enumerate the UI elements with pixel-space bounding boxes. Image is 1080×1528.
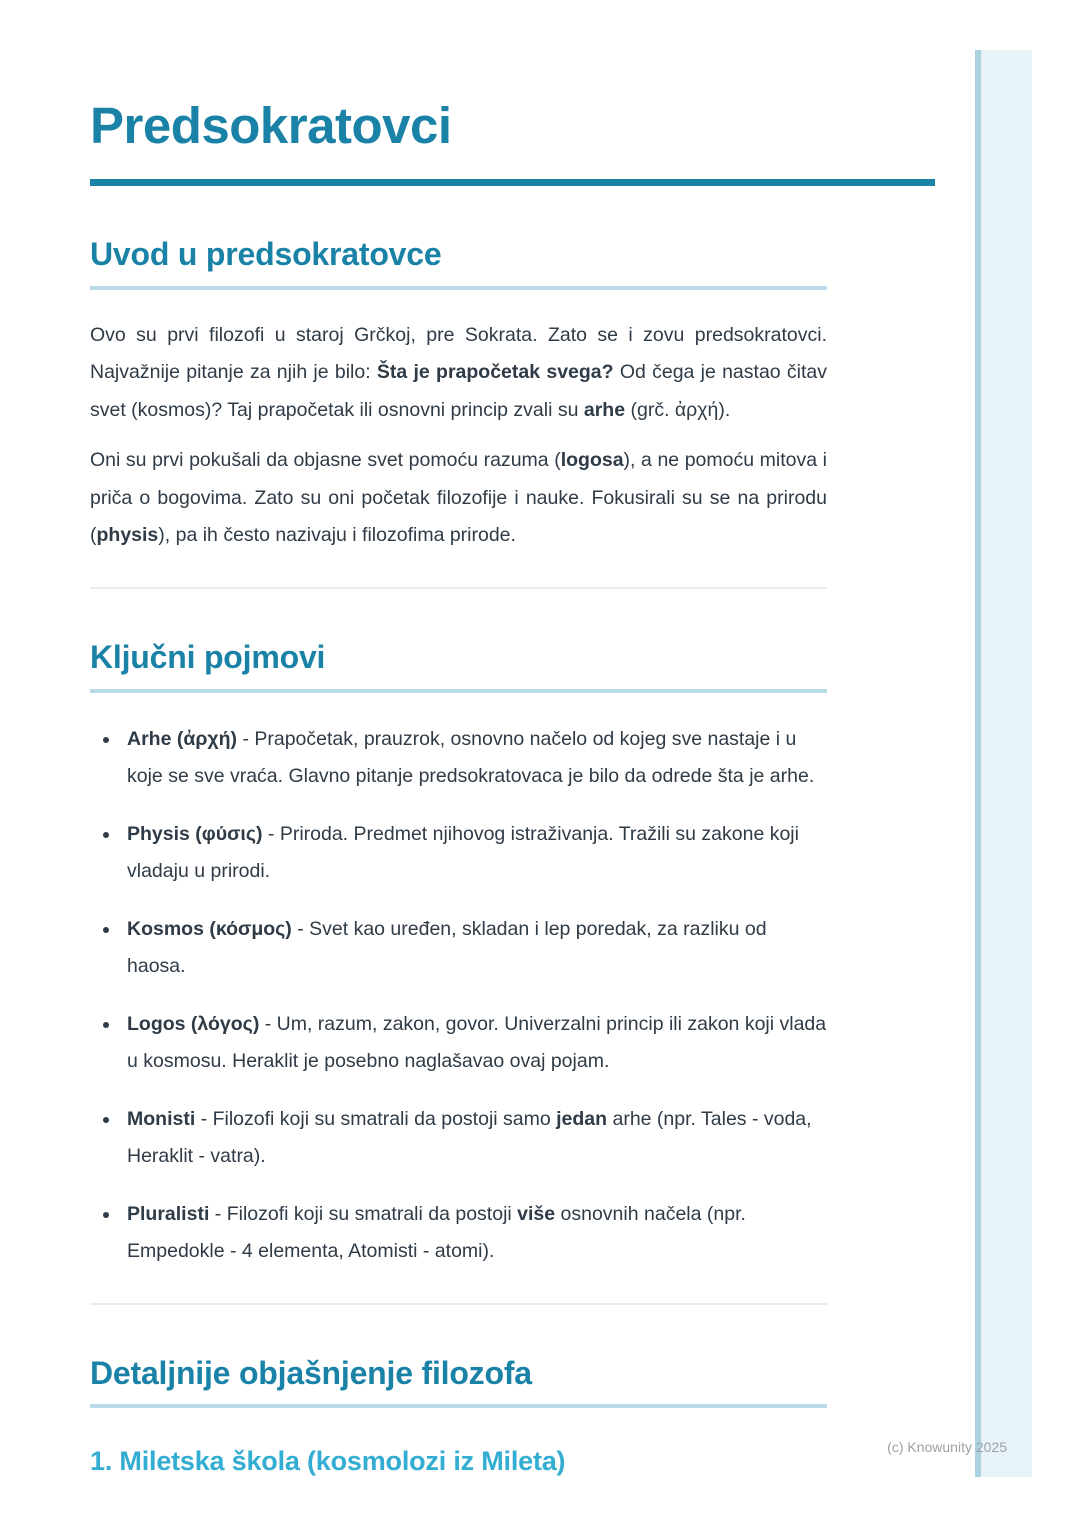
intro-heading: Uvod u predsokratovce [90, 236, 442, 272]
intro-heading-rule [90, 286, 827, 290]
list-item-physis: Physis (φύσις) - Priroda. Predmet njihovog istraživanja. Tražili su zakone koji vladaju u prirodi. [90, 816, 827, 891]
section-divider [90, 587, 827, 589]
details-heading: Detaljnije objašnjenje filozofa [90, 1354, 532, 1391]
footer-credit: (c) Knowunity 2025 [887, 1439, 1007, 1455]
details-subheading-miletska-skola: 1. Miletska škola (kosmolozi iz Mileta) [90, 1446, 566, 1477]
list-item-arhe: Arhe (ἀρχή) - Prapočetak, prauzrok, osnovno načelo od kojeg sve nastaje i u koje se sve vraća. Glavno pitanje predsokratovaca je bilo da odrede šta je arhe. [90, 721, 827, 796]
key-concepts-heading-rule [90, 689, 827, 693]
key-concepts-heading: Ključni pojmovi [90, 638, 326, 675]
list-item-pluralisti: Pluralisti - Filozofi koji su smatrali da postoji više osnovnih načela (npr. Empedokle - 4 elementa, Atomisti - atomi). [90, 1196, 827, 1271]
intro-paragraph-2: Oni su prvi pokušali da objasne svet pomoću razuma (logosa), a ne pomoću mitova i priča o bogovima. Zato su oni početak filozofije i nauke. Fokusirali su se na prirodu (physis), pa ih često nazivaju i filozofima prirode. [90, 449, 827, 547]
page-title: Predsokratovci [90, 97, 452, 154]
section-intro [90, 236, 827, 555]
section-key-concepts [90, 639, 827, 1271]
page-content [90, 0, 827, 1477]
list-item-logos: Logos (λόγος) - Um, razum, zakon, govor. Univerzalni princip ili zakon koji vlada u kosmosu. Heraklit je posebno naglašavao ovaj pojam. [90, 1006, 827, 1081]
list-item-monisti: Monisti - Filozofi koji su smatrali da postoji samo jedan arhe (npr. Tales - voda, Heraklit - vatra). [90, 1101, 827, 1176]
section-details [90, 1355, 827, 1478]
title-underline-rule [90, 179, 935, 186]
details-heading-rule [90, 1404, 827, 1408]
section-divider [90, 1303, 827, 1305]
list-item-kosmos: Kosmos (κόσμος) - Svet kao uređen, skladan i lep poredak, za razliku od haosa. [90, 911, 827, 986]
key-concepts-list [90, 721, 827, 1271]
page-edge-stripe [975, 50, 1032, 1477]
intro-paragraph-1: Ovo su prvi filozofi u staroj Grčkoj, pre Sokrata. Zato se i zovu predsokratovci. Najvažnije pitanje za njih je bilo: Šta je prapočetak svega? Od čega je nastao čitav svet (kosmos)? Taj prapočetak ili osnovni princip zvali su arhe (grč. ἀρχή). [90, 323, 827, 421]
